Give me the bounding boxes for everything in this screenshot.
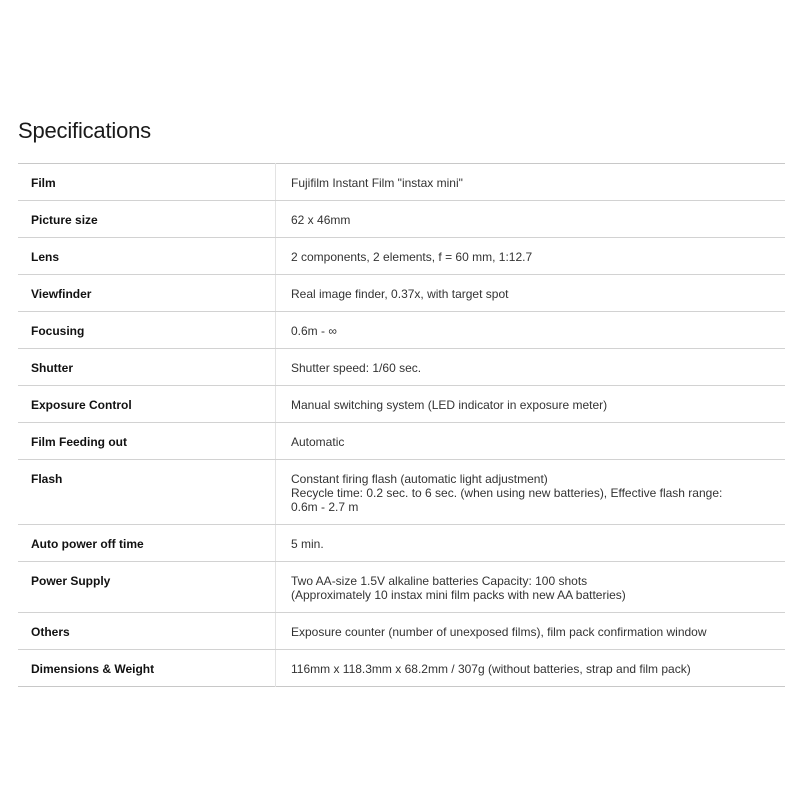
table-row <box>18 164 785 201</box>
spec-value: Manual switching system (LED indicator in exposure meter) <box>276 386 786 423</box>
spec-value: Real image finder, 0.37x, with target spot <box>276 275 786 312</box>
table-row <box>18 525 785 562</box>
table-row <box>18 562 785 613</box>
spec-label: Exposure Control <box>18 386 276 423</box>
spec-value: Automatic <box>276 423 786 460</box>
spec-value: Shutter speed: 1/60 sec. <box>276 349 786 386</box>
spec-value: Constant firing flash (automatic light adjustment) Recycle time: 0.2 sec. to 6 sec. (when using new batteries), Effective flash range: 0.6m - 2.7 m <box>276 460 786 525</box>
page-title: Specifications <box>18 118 151 143</box>
table-row <box>18 613 785 650</box>
spec-label: Flash <box>18 460 276 525</box>
spec-label: Shutter <box>18 349 276 386</box>
spec-label: Picture size <box>18 201 276 238</box>
spec-value: 2 components, 2 elements, f = 60 mm, 1:12.7 <box>276 238 786 275</box>
table-row <box>18 312 785 349</box>
spec-value: Two AA-size 1.5V alkaline batteries Capacity: 100 shots (Approximately 10 instax mini film packs with new AA batteries) <box>276 562 786 613</box>
spec-label: Lens <box>18 238 276 275</box>
spec-label: Power Supply <box>18 562 276 613</box>
spec-label: Auto power off time <box>18 525 276 562</box>
spec-value: 62 x 46mm <box>276 201 786 238</box>
spec-label: Viewfinder <box>18 275 276 312</box>
table-row <box>18 201 785 238</box>
spec-label: Film <box>18 164 276 201</box>
table-row <box>18 460 785 525</box>
table-row <box>18 423 785 460</box>
table-row <box>18 386 785 423</box>
specifications-table <box>18 163 785 687</box>
spec-label: Others <box>18 613 276 650</box>
spec-value: Exposure counter (number of unexposed films), film pack confirmation window <box>276 613 786 650</box>
spec-value: Fujifilm Instant Film "instax mini" <box>276 164 786 201</box>
table-row <box>18 275 785 312</box>
spec-value: 5 min. <box>276 525 786 562</box>
spec-label: Dimensions & Weight <box>18 650 276 687</box>
table-row <box>18 238 785 275</box>
spec-value: 0.6m - ∞ <box>276 312 786 349</box>
table-row <box>18 650 785 687</box>
spec-value: 116mm x 118.3mm x 68.2mm / 307g (without batteries, strap and film pack) <box>291 662 691 676</box>
spec-label: Focusing <box>18 312 276 349</box>
table-row <box>18 349 785 386</box>
spec-label: Film Feeding out <box>18 423 276 460</box>
